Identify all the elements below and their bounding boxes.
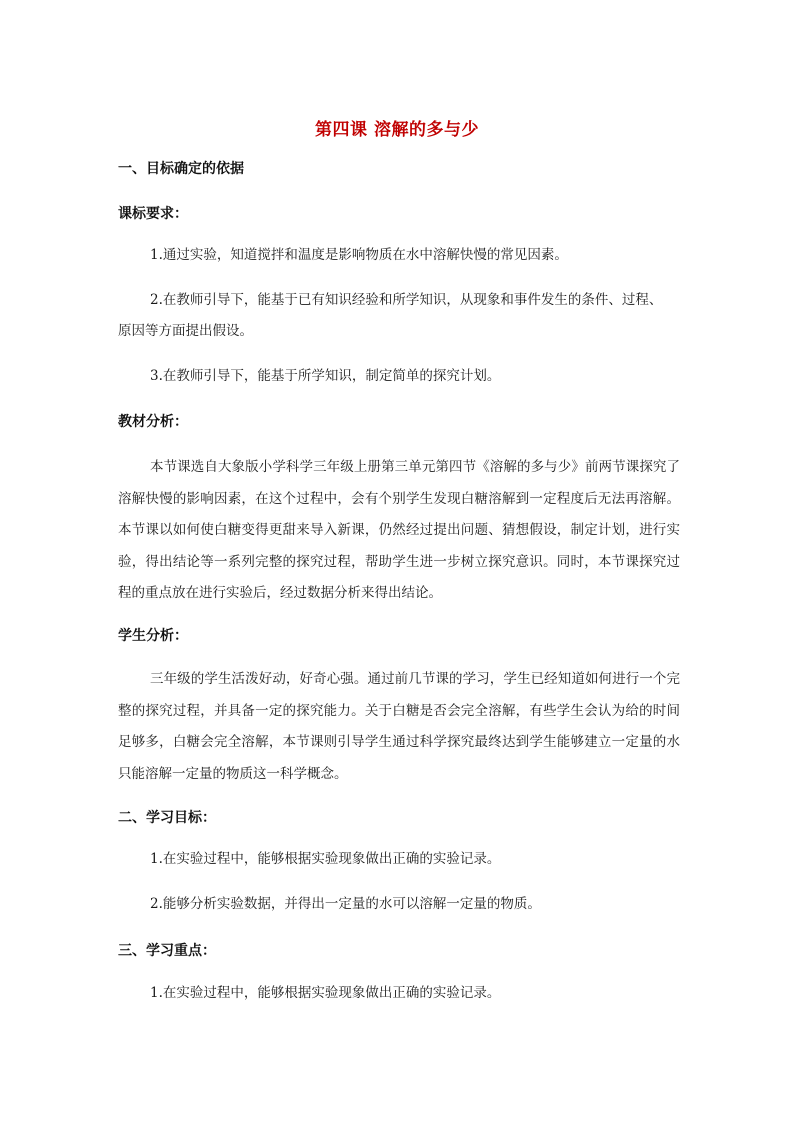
subheading-curriculum: 课标要求： [118, 206, 188, 222]
keypoint-item-1: 1.在实验过程中，能够根据实验现象做出正确的实验记录。 [150, 985, 501, 1001]
section-heading-basis: 一、目标确定的依据 [118, 161, 244, 177]
textbook-analysis-paragraph: 本节课选自大象版小学科学三年级上册第三单元第四节《溶解的多与少》前两节课探究了溶解快慢的影响因素，在这个过程中，会有个别学生发现白糖溶解到一定程度后无法再溶解。本节课以如何使白糖变得更甜来导入新课，仍然经过提出问题、猜想假设，制定计划，进行实验，得出结论等一系列完整的探究过程，帮助学生进一步树立探究意识。同时，本节课探究过程的重点放在进行实验后，经过数据分析来得出结论。 [118, 459, 680, 601]
curriculum-item-2-cont: 原因等方面提出假设。 [118, 323, 253, 339]
document-title: 第四课 溶解的多与少 [315, 120, 479, 141]
curriculum-item-2: 2.在教师引导下，能基于已有知识经验和所学知识，从现象和事件发生的条件、过程、 [150, 292, 663, 308]
student-analysis-paragraph: 三年级的学生活泼好动，好奇心强。通过前几节课的学习，学生已经知道如何进行一个完整的探究过程，并具备一定的探究能力。关于白糖是否会完全溶解，有些学生会认为给的时间足够多，白糖会完全溶解，本节课则引导学生通过科学探究最终达到学生能够建立一定量的水只能溶解一定量的物质这一科学概念。 [118, 671, 680, 782]
subheading-textbook: 教材分析： [118, 414, 188, 430]
objective-item-1: 1.在实验过程中，能够根据实验现象做出正确的实验记录。 [150, 851, 501, 867]
subheading-students: 学生分析： [118, 628, 188, 644]
section-heading-keypoints: 三、学习重点： [118, 943, 216, 959]
curriculum-item-1: 1.通过实验，知道搅拌和温度是影响物质在水中溶解快慢的常见因素。 [150, 247, 568, 263]
objective-item-2: 2.能够分析实验数据，并得出一定量的水可以溶解一定量的物质。 [150, 896, 541, 912]
curriculum-item-3: 3.在教师引导下，能基于所学知识，制定简单的探究计划。 [150, 368, 501, 384]
section-heading-objectives: 二、学习目标： [118, 810, 216, 826]
